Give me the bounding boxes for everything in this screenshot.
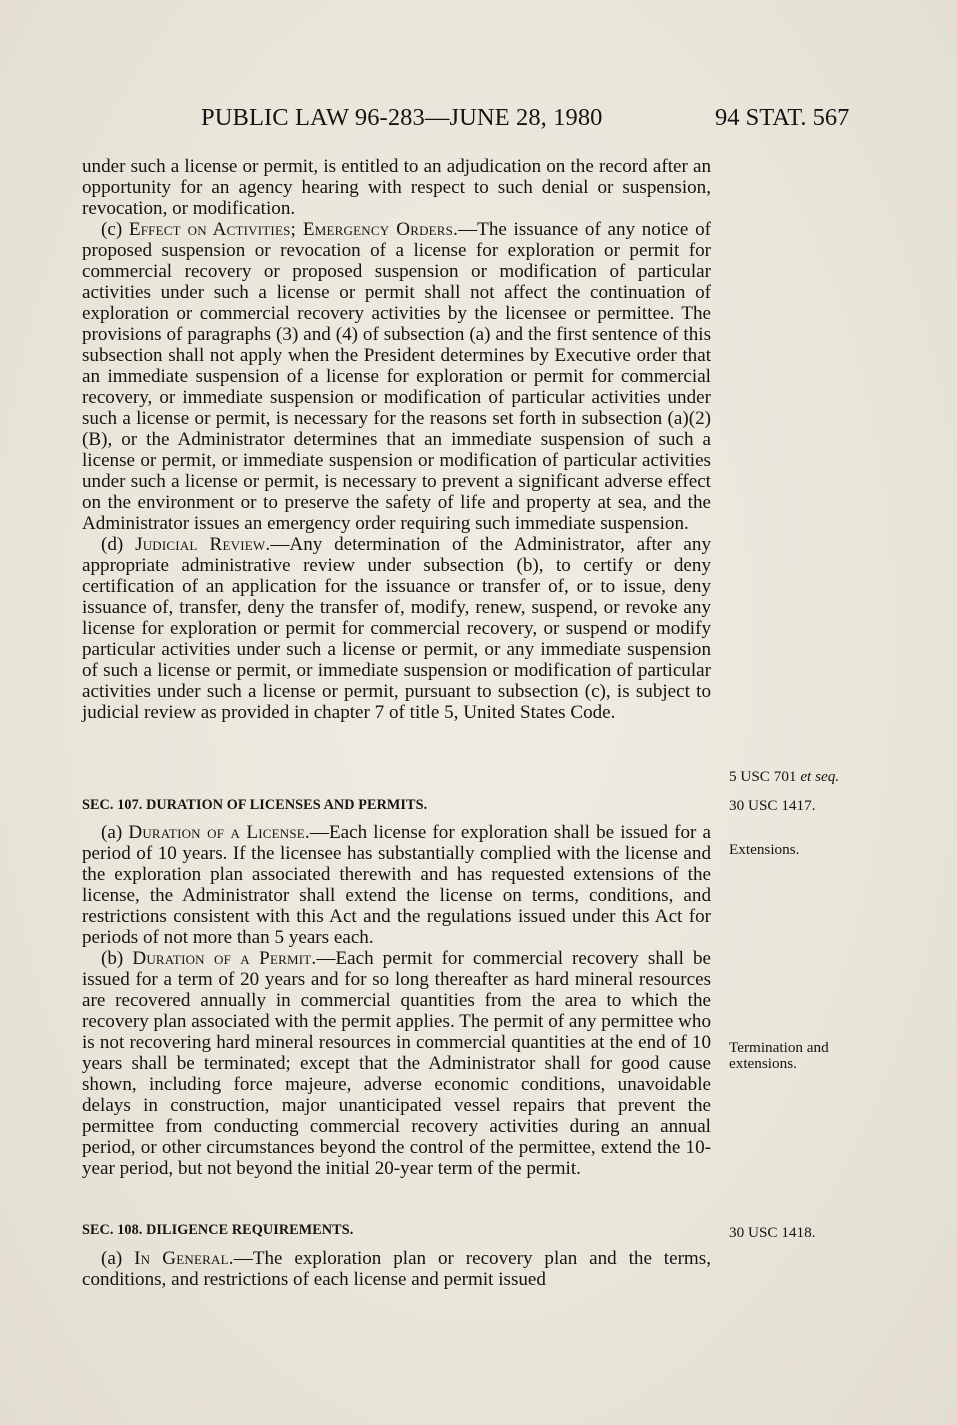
subsection-text: —Each license for exploration shall be issued for a period of 10 years. If the licensee has substantially complied with the license and the exploration plan associated therewith and has requested extensions of the license, the Administrator shall extend the license on terms, conditions, and restrictions consistent with this Act and the regulations issued under this Act for periods of not more than 5 years each. bbox=[82, 822, 711, 948]
section-106-continuation bbox=[82, 156, 711, 723]
paragraph-continuation: under such a license or permit, is entitled to an adjudication on the record after an opportunity for an agency hearing with respect to such denial or suspension, revocation, or modification. bbox=[82, 156, 711, 219]
margin-note-extensions: Extensions. bbox=[729, 841, 800, 858]
subsection-number: (a) bbox=[101, 1248, 135, 1269]
subsection-number: (d) bbox=[101, 534, 136, 555]
margin-note-5-usc-701: 5 USC 701 et seq. bbox=[729, 768, 840, 785]
page-number: 94 STAT. 567 bbox=[715, 104, 850, 131]
section-108-body bbox=[82, 1248, 711, 1290]
section-107-heading: SEC. 107. DURATION OF LICENSES AND PERMITS. bbox=[82, 797, 428, 813]
section-107-body bbox=[82, 822, 711, 1179]
margin-note-30-usc-1417: 30 USC 1417. bbox=[729, 797, 816, 814]
margin-note-termination-line1: Termination and bbox=[729, 1039, 829, 1056]
subsection-heading: Judicial Review. bbox=[135, 534, 271, 555]
subsection-text: —Any determination of the Administrator, after any appropriate administrative review under subsection (b), to certify or deny certification of an application for the issuance or transfer of, or to issue, deny issuance of, transfer, deny the transfer of, modify, renew, suspend, or revoke any license for exploration or permit for commercial recovery, or suspend or modify particular activities under such a license or permit, or any immediate suspension of such a license or permit, or immediate suspension or modification of particular activities under such a license or permit, pursuant to subsection (c), is subject to judicial review as provided in chapter 7 of title 5, United States Code. bbox=[82, 534, 711, 723]
subsection-number: (c) bbox=[101, 219, 129, 240]
section-108-heading: SEC. 108. DILIGENCE REQUIREMENTS. bbox=[82, 1222, 354, 1238]
subsection-text: —The exploration plan or recovery plan and the terms, conditions, and restrictions of each license and permit issued bbox=[82, 1248, 711, 1290]
running-header-title: PUBLIC LAW 96-283—JUNE 28, 1980 bbox=[201, 104, 603, 131]
paragraph-b-duration-of-permit bbox=[82, 948, 711, 1179]
subsection-heading: In General. bbox=[134, 1248, 234, 1269]
subsection-heading: Duration of a Permit. bbox=[132, 948, 317, 969]
paragraph-a-in-general bbox=[82, 1248, 711, 1290]
subsection-heading: Effect on Activities; Emergency Orders. bbox=[128, 219, 459, 240]
paragraph-c-effect-on-activities bbox=[82, 219, 711, 534]
subsection-text: —Each permit for commercial recovery shall be issued for a term of 20 years and for so long thereafter as hard mineral resources are recovered annually in commercial quantities from the area to which the recovery plan associated with the permit applies. The permit of any permittee who is not recovering hard mineral resources in commercial quantities at the end of 10 years shall be terminated; except that the Administrator shall for good cause shown, including force majeure, adverse economic conditions, unavoidable delays in construction, major unanticipated vessel repairs that prevent the permittee from conducting commercial recovery activities during an annual period, or other circumstances beyond the control of the permittee, extend the 10-year period, but not beyond the initial 20-year term of the permit. bbox=[82, 948, 712, 1179]
subsection-number: (a) bbox=[101, 822, 129, 843]
paragraph-d-judicial-review bbox=[82, 534, 711, 723]
subsection-number: (b) bbox=[101, 948, 133, 969]
paragraph-a-duration-of-license bbox=[82, 822, 711, 948]
margin-note-termination-line2: extensions. bbox=[729, 1055, 797, 1072]
subsection-text: —The issuance of any notice of proposed suspension or revocation of a license for exploration or permit for commercial recovery or proposed suspension or modification of particular activities under such a license or permit shall not affect the continuation of exploration or commercial recovery activities by the licensee or permittee. The provisions of paragraphs (3) and (4) of subsection (a) and the first sentence of this subsection shall not apply when the President determines by Executive order that an immediate suspension of a license for exploration or permit for commercial recovery, or immediate suspension or modification of particular activities under such a license or permit, is necessary for the reasons set forth in subsection (a)(2)(B), or the Administrator determines that an immediate suspension of such a license or permit, or immediate suspension or modification of particular activities under such a license or permit, is necessary to prevent a significant adverse effect on the environment or to preserve the safety of life and property at sea, and the Administrator issues an emergency order requiring such immediate suspension. bbox=[82, 219, 711, 534]
margin-note-30-usc-1418: 30 USC 1418. bbox=[729, 1224, 816, 1241]
subsection-heading: Duration of a License. bbox=[128, 822, 310, 843]
